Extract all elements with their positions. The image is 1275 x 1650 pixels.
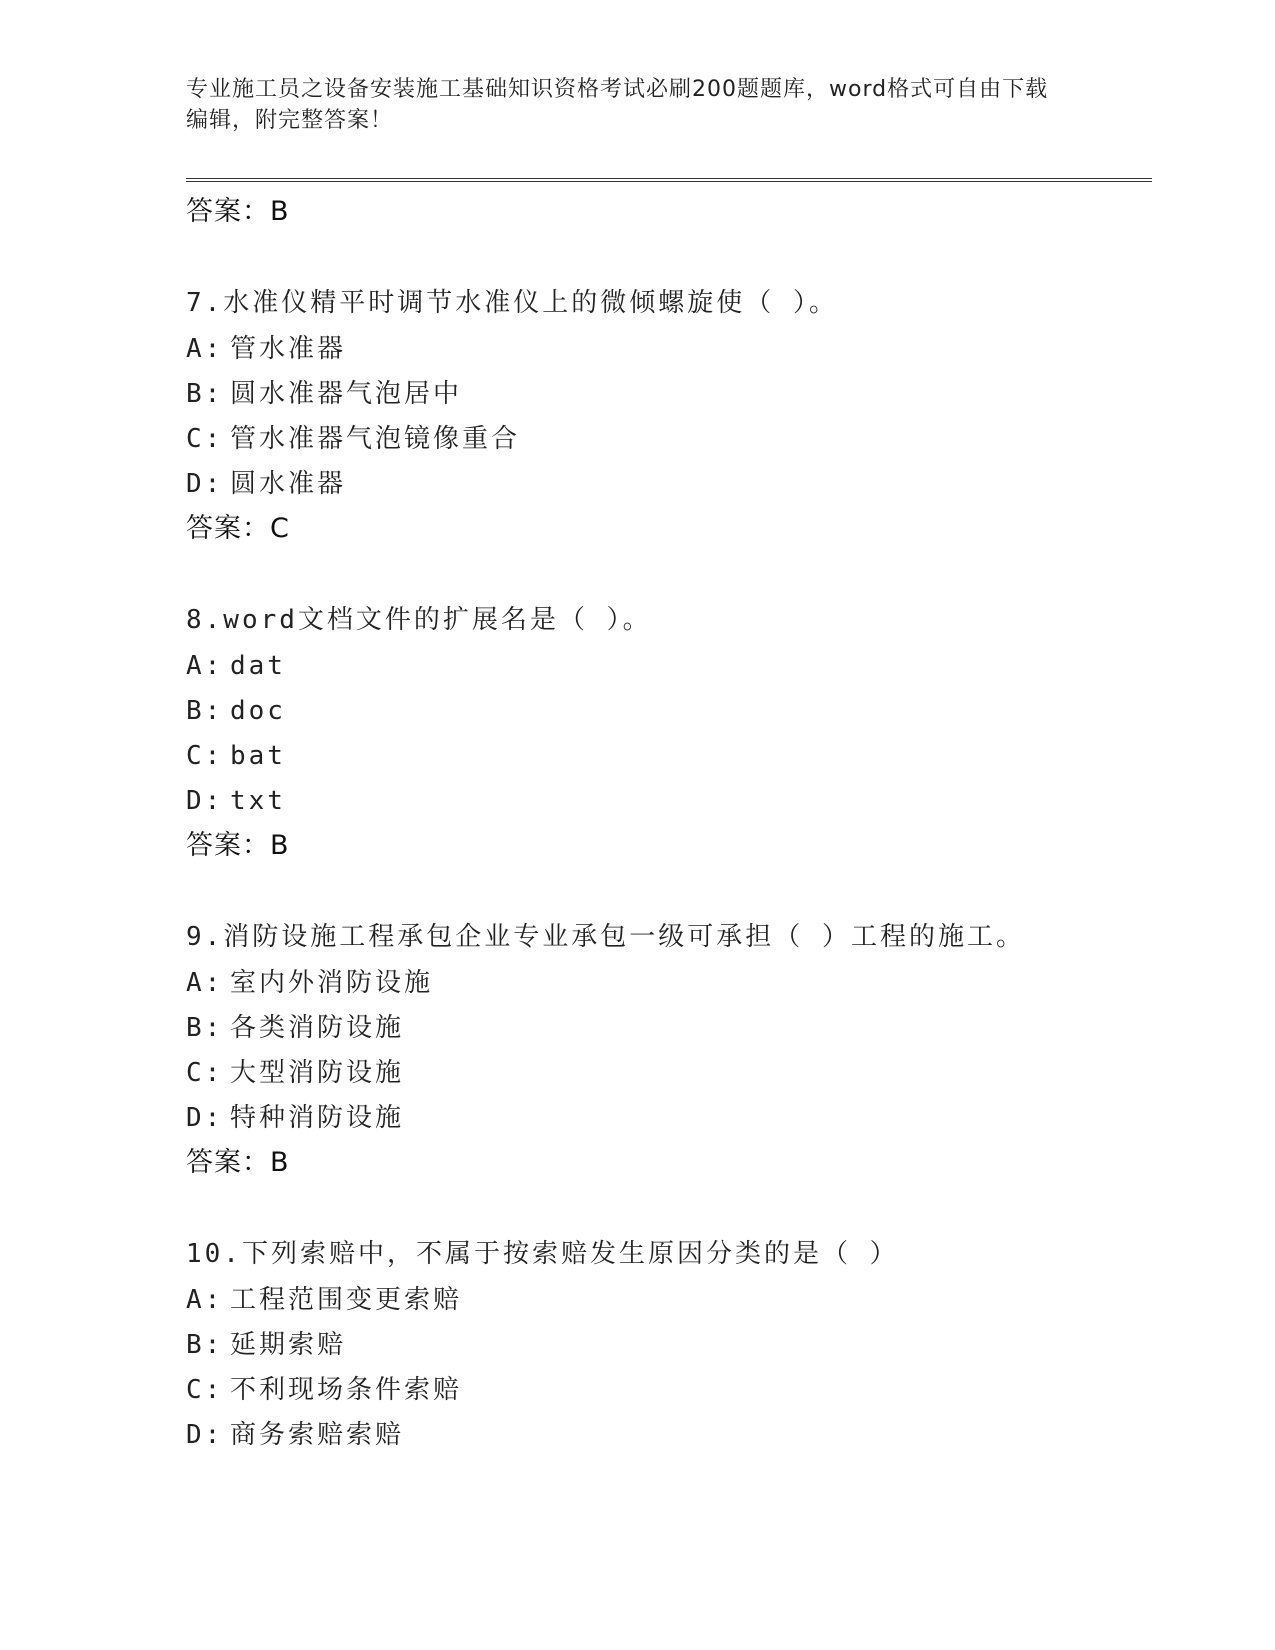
option-text: dat xyxy=(230,651,286,681)
option-letter: B: xyxy=(186,696,224,726)
option-text: txt xyxy=(230,786,286,816)
option-b xyxy=(186,1006,1166,1051)
option-letter: C: xyxy=(186,1375,224,1405)
option-a xyxy=(186,644,1166,689)
option-letter: D: xyxy=(186,1420,224,1450)
answer-line: 答案：B xyxy=(186,196,290,227)
option-b xyxy=(186,372,1166,417)
option-text: doc xyxy=(230,696,286,726)
option-text: 商务索赔索赔 xyxy=(230,1420,405,1450)
option-d xyxy=(186,462,1166,507)
option-text: 特种消防设施 xyxy=(230,1103,405,1133)
option-d xyxy=(186,779,1166,824)
question-text: 9.消防设施工程承包企业专业承包一级可承担（ ）工程的施工。 xyxy=(186,922,1025,952)
question-block xyxy=(186,1232,1166,1458)
option-c xyxy=(186,417,1166,462)
option-text: 圆水准器 xyxy=(230,469,347,499)
option-text: 管水准器气泡镜像重合 xyxy=(230,424,521,454)
option-letter: B: xyxy=(186,379,224,409)
option-letter: D: xyxy=(186,1103,224,1133)
option-letter: D: xyxy=(186,469,224,499)
option-letter: A: xyxy=(186,1285,224,1315)
option-letter: B: xyxy=(186,1013,224,1043)
option-c xyxy=(186,1051,1166,1096)
option-letter: A: xyxy=(186,968,224,998)
spacer xyxy=(186,1185,1166,1232)
option-letter: C: xyxy=(186,424,224,454)
option-a xyxy=(186,1278,1166,1323)
question-text: 8.word文档文件的扩展名是（ ）。 xyxy=(186,605,652,635)
option-b xyxy=(186,689,1166,734)
page-header-title: 专业施工员之设备安装施工基础知识资格考试必刷200题题库，word格式可自由下载编辑，附完整答案！ xyxy=(186,77,1049,133)
option-letter: D: xyxy=(186,786,224,816)
spacer xyxy=(186,868,1166,915)
option-text: 管水准器 xyxy=(230,334,347,364)
option-text: 大型消防设施 xyxy=(230,1058,405,1088)
answer-line: 答案：B xyxy=(186,1147,290,1178)
option-text: 各类消防设施 xyxy=(230,1013,405,1043)
option-c xyxy=(186,734,1166,779)
question-block xyxy=(186,281,1166,598)
option-text: 室内外消防设施 xyxy=(230,968,434,998)
spacer xyxy=(186,551,1166,598)
option-text: 不利现场条件索赔 xyxy=(230,1375,463,1405)
option-text: bat xyxy=(230,741,286,771)
option-letter: A: xyxy=(186,651,224,681)
question-text: 10.下列索赔中，不属于按索赔发生原因分类的是（ ） xyxy=(186,1239,899,1269)
answer-line: 答案：B xyxy=(186,830,290,861)
option-letter: C: xyxy=(186,1058,224,1088)
option-a xyxy=(186,961,1166,1006)
option-letter: C: xyxy=(186,741,224,771)
option-a xyxy=(186,327,1166,372)
option-text: 圆水准器气泡居中 xyxy=(230,379,463,409)
option-letter: B: xyxy=(186,1330,224,1360)
option-d xyxy=(186,1096,1166,1141)
question-block xyxy=(186,598,1166,915)
question-list xyxy=(186,190,1166,1458)
option-b xyxy=(186,1323,1166,1368)
header-divider xyxy=(186,178,1152,182)
option-text: 工程范围变更索赔 xyxy=(230,1285,463,1315)
option-d xyxy=(186,1413,1166,1458)
spacer xyxy=(186,234,1166,281)
option-c xyxy=(186,1368,1166,1413)
option-text: 延期索赔 xyxy=(230,1330,347,1360)
option-letter: A: xyxy=(186,334,224,364)
answer-line: 答案：C xyxy=(186,513,290,544)
question-block xyxy=(186,915,1166,1232)
question-text: 7.水准仪精平时调节水准仪上的微倾螺旋使（ ）。 xyxy=(186,288,838,318)
